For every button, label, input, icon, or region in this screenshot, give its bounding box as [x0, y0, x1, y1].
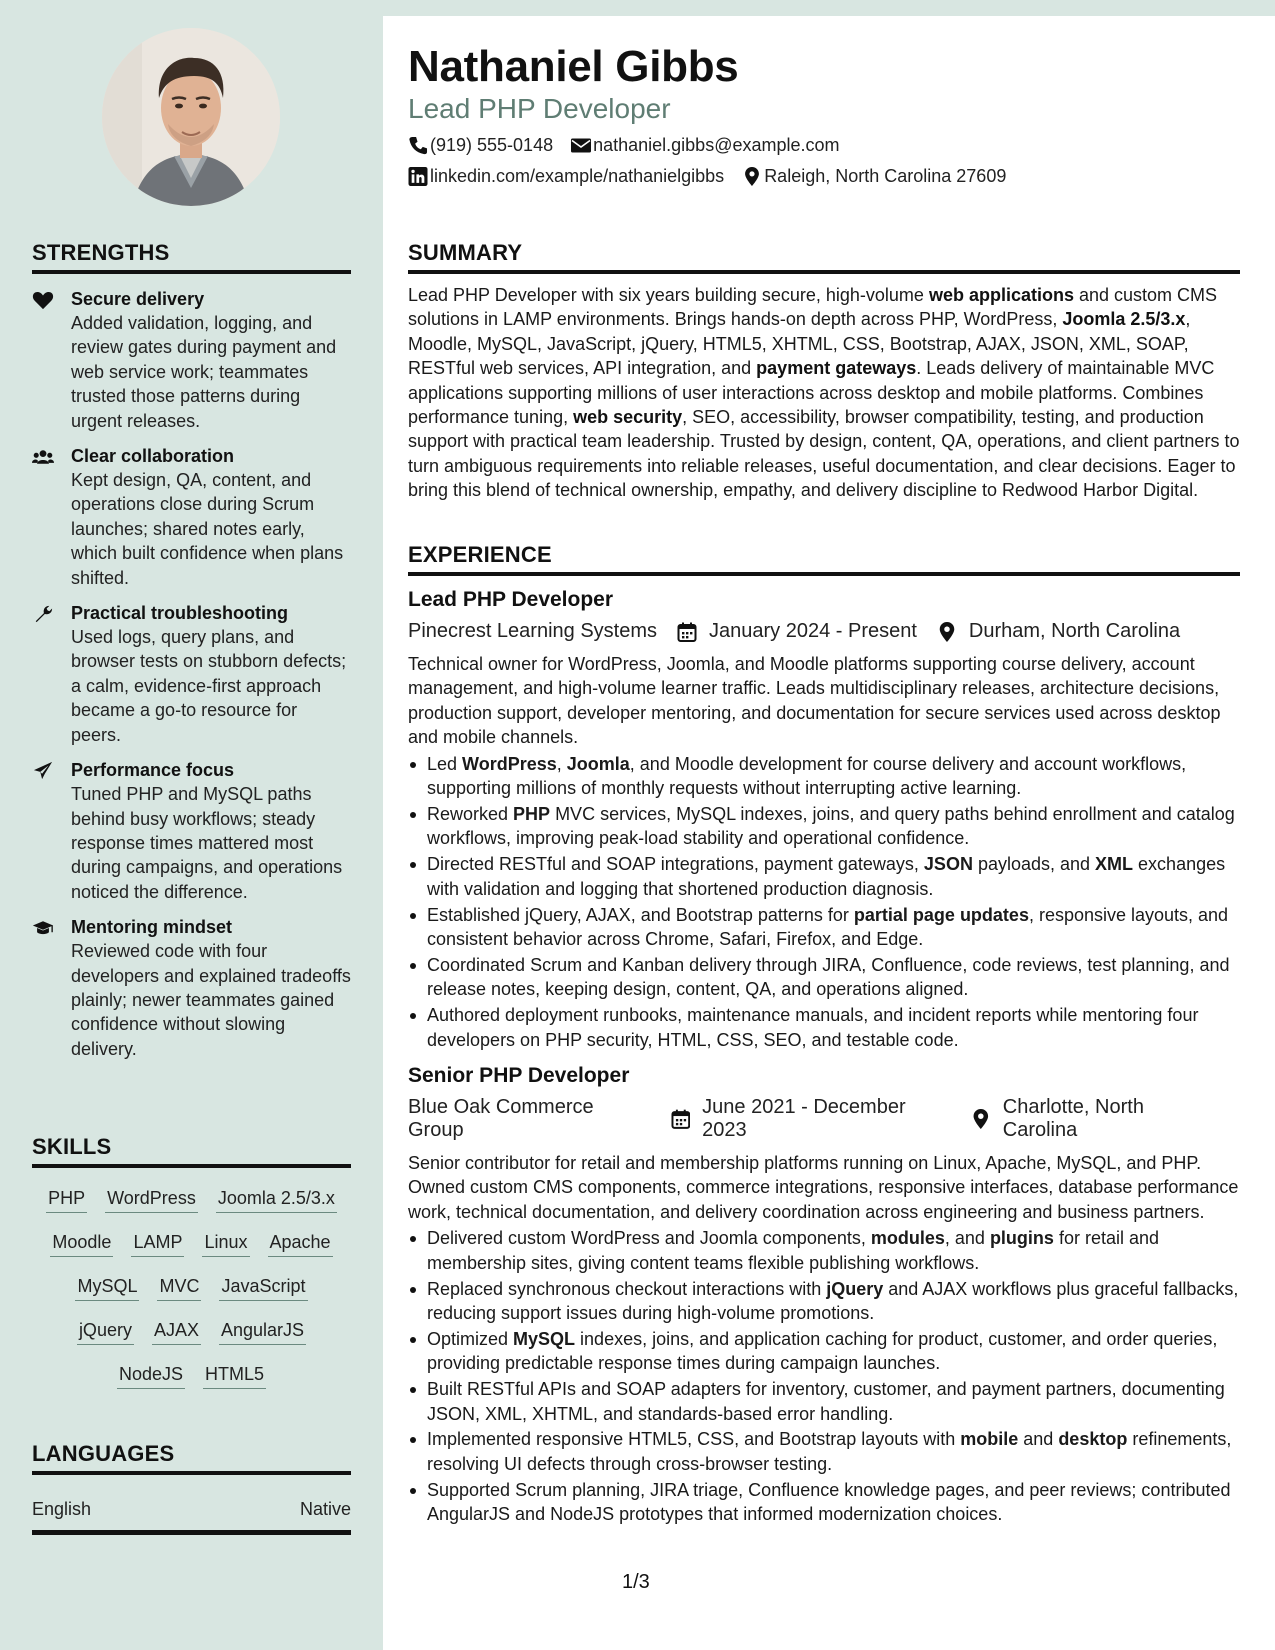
- job-location: [937, 620, 1180, 643]
- bold-keyword: plugins: [989, 1228, 1054, 1249]
- bold-keyword: XML: [1095, 854, 1134, 875]
- users-icon: [32, 447, 54, 467]
- strength-item: [32, 602, 351, 747]
- text-segment: Authored deployment runbooks, maintenance manuals, and incident reports while mentoring four developers on PHP security, HTML, CSS, SEO, and testable code.: [427, 1005, 1199, 1050]
- map-pin-icon: [742, 167, 762, 186]
- bold-keyword: partial page updates: [853, 904, 1029, 925]
- job-bullets: [408, 1226, 1240, 1526]
- job-title: Lead PHP Developer: [408, 588, 614, 611]
- text-segment: and custom CMS solutions in LAMP environments. Brings hands-on depth across PHP, WordPress,: [408, 285, 1218, 330]
- job-meta: [408, 620, 1240, 643]
- strengths-title: STRENGTHS: [32, 240, 351, 274]
- strengths-section: [32, 240, 351, 1061]
- job-dates: [671, 1096, 952, 1142]
- text-segment: Supported Scrum planning, JIRA triage, Confluence knowledge pages, and peer reviews; contributed AngularJS and NodeJS prototypes that informed modernization choices.: [427, 1479, 1231, 1525]
- strength-title: Secure delivery: [71, 289, 205, 309]
- bold-keyword: web security: [573, 407, 683, 428]
- skills-list: [32, 1178, 351, 1398]
- job-location-text: Durham, North Carolina: [968, 620, 1181, 642]
- skill-tag: Moodle: [50, 1230, 113, 1257]
- summary-title: SUMMARY: [408, 240, 1240, 274]
- job-entry: [408, 1064, 1240, 1527]
- summary-section: [408, 240, 1240, 503]
- strength-title: Clear collaboration: [71, 446, 235, 467]
- skill-tag: AngularJS: [219, 1318, 306, 1345]
- bullet-item: [408, 802, 1240, 851]
- profile-photo: [102, 28, 280, 206]
- job-location: [971, 1096, 1220, 1142]
- job-bullets: [408, 752, 1240, 1052]
- strength-item: [32, 445, 351, 590]
- bullet-item: [408, 1478, 1240, 1527]
- languages-title: LANGUAGES: [32, 1441, 351, 1475]
- bullet-item: [408, 1427, 1240, 1476]
- bold-keyword: WordPress: [462, 753, 557, 774]
- job-company: Blue Oak Commerce Group: [408, 1096, 594, 1141]
- text-segment: and AJAX workflows plus graceful fallbacks, reducing support issues during high-volume promotions.: [427, 1278, 1239, 1323]
- strength-item: [32, 759, 351, 904]
- language-row: [32, 1499, 351, 1535]
- skill-tag: AJAX: [152, 1318, 201, 1345]
- text-segment: refinements, resolving UI defects through cross-browser testing.: [427, 1429, 1232, 1474]
- email-item[interactable]: [571, 135, 839, 156]
- skills-title: SKILLS: [32, 1134, 351, 1168]
- location-item: [742, 166, 1006, 187]
- job-entry: [408, 588, 1240, 1052]
- strength-item: [32, 288, 351, 433]
- bold-keyword: desktop: [1058, 1429, 1128, 1450]
- bold-keyword: web applications: [928, 285, 1074, 305]
- paper-plane-icon: [32, 761, 54, 781]
- bullet-item: [408, 903, 1240, 952]
- text-segment: for retail and membership sites, giving content teams flexible publishing workflows.: [427, 1228, 1159, 1273]
- text-segment: , and Moodle development for course delivery and account workflows, supporting millions of monthly requests without interrupting active learning.: [427, 753, 1187, 799]
- bold-keyword: Joomla 2.5/3.x: [1062, 309, 1186, 330]
- text-segment: . Leads delivery of maintainable MVC applications supporting millions of user interactions across desktop and mobile platforms. Combines performance tuning,: [408, 358, 1215, 428]
- bold-keyword: mobile: [960, 1429, 1019, 1450]
- job-meta: [408, 1096, 1240, 1142]
- skill-tag: PHP: [46, 1186, 87, 1213]
- linkedin-text[interactable]: linkedin.com/example/nathanielgibbs: [430, 166, 725, 186]
- strength-title: Mentoring mindset: [71, 917, 232, 938]
- strength-desc: Used logs, query plans, and browser tests on stubborn defects; a calm, evidence-first approach became a go-to resource for peers.: [71, 627, 347, 745]
- bold-keyword: Joomla: [566, 753, 630, 774]
- language-name: English: [32, 1499, 92, 1519]
- bullet-item: [408, 1377, 1240, 1426]
- bullet-item: [408, 1327, 1240, 1376]
- text-segment: Optimized: [427, 1328, 514, 1349]
- bullet-item: [408, 953, 1240, 1002]
- text-segment: indexes, joins, and application caching for product, customer, and order queries, providing predictable response times during campaign launches.: [427, 1328, 1218, 1374]
- text-segment: exchanges with validation and logging that shortened production diagnosis.: [427, 854, 1226, 899]
- skill-tag: MySQL: [75, 1274, 139, 1301]
- job-location-text: Charlotte, North Carolina: [1002, 1096, 1144, 1141]
- calendar-icon: [671, 1109, 691, 1129]
- graduation-cap-icon: [32, 918, 54, 938]
- job-description: Technical owner for WordPress, Joomla, and Moodle platforms supporting course delivery, account management, and high-volume learner traffic. Leads multidisciplinary releases, architecture decisions, production support, developer mentoring, and documentation for secure services used across desktop and mobile channels.: [408, 654, 1221, 748]
- job-dates: [677, 620, 917, 643]
- contact-row-1: [408, 135, 858, 156]
- bold-keyword: jQuery: [826, 1278, 884, 1299]
- skill-tag: MVC: [157, 1274, 201, 1301]
- strength-title: Performance focus: [71, 760, 235, 781]
- candidate-name: Nathaniel Gibbs: [408, 42, 739, 91]
- calendar-icon: [677, 622, 697, 642]
- heart-icon: [32, 290, 54, 310]
- strength-desc: Kept design, QA, content, and operations close during Scrum launches; shared notes early, which built confidence when plans shifted.: [71, 470, 344, 588]
- skill-tag: Linux: [202, 1230, 249, 1257]
- bold-keyword: MySQL: [513, 1328, 576, 1349]
- page-number: 1/3: [622, 1571, 650, 1593]
- languages-section: [32, 1441, 351, 1535]
- text-segment: ,: [556, 753, 567, 774]
- skill-tag: jQuery: [77, 1318, 134, 1345]
- bullet-item: [408, 852, 1240, 901]
- experience-title: EXPERIENCE: [408, 542, 1240, 576]
- skill-tag: LAMP: [131, 1230, 184, 1257]
- skills-section: [32, 1134, 351, 1398]
- envelope-icon: [571, 136, 591, 155]
- job-description: Senior contributor for retail and membership platforms running on Linux, Apache, MySQL, and PHP. Owned custom CMS components, commerce integrations, responsive interfaces, database performance work, technical documentation, and delivery coordination across engineering and business partners.: [408, 1153, 1239, 1222]
- text-segment: Led: [427, 753, 463, 774]
- strength-desc: Tuned PHP and MySQL paths behind busy workflows; steady response times mattered most during campaigns, and operations noticed the difference.: [71, 784, 343, 902]
- strength-item: [32, 916, 351, 1061]
- job-dates-text: January 2024 - Present: [709, 620, 917, 642]
- text-segment: payloads, and: [972, 854, 1096, 875]
- text-segment: MVC services, MySQL indexes, joins, and query paths behind enrollment and catalog workflows, improving peak-load stability and operational confidence.: [427, 803, 1235, 849]
- phone-icon: [408, 136, 428, 155]
- text-segment: , responsive layouts, and consistent behavior across Chrome, Safari, Firefox, and Edge.: [427, 904, 1229, 949]
- summary-text: [408, 283, 1240, 503]
- text-segment: Replaced synchronous checkout interactions with: [427, 1278, 827, 1299]
- text-segment: Built RESTful APIs and SOAP adapters for inventory, customer, and payment partners, documenting JSON, XML, XHTML, and standards-based error handling.: [427, 1379, 1225, 1424]
- bold-keyword: payment gateways: [756, 358, 917, 379]
- text-segment: Delivered custom WordPress and Joomla components,: [427, 1228, 871, 1249]
- experience-section: [408, 542, 1240, 1527]
- skill-tag: JavaScript: [219, 1274, 307, 1301]
- bullet-item: [408, 1226, 1240, 1275]
- candidate-role: Lead PHP Developer: [408, 93, 671, 124]
- text-segment: Directed RESTful and SOAP integrations, payment gateways,: [427, 854, 924, 875]
- text-segment: Implemented responsive HTML5, CSS, and Bootstrap layouts with: [427, 1429, 961, 1450]
- skill-tag: HTML5: [203, 1362, 266, 1389]
- text-segment: Coordinated Scrum and Kanban delivery through JIRA, Confluence, code reviews, test planning, and release notes, keeping design, content, QA, and operations aligned.: [427, 954, 1230, 1000]
- strength-desc: Added validation, logging, and review gates during payment and web service work; teammates trusted those patterns during urgent releases.: [71, 313, 337, 431]
- skill-tag: Apache: [268, 1230, 333, 1257]
- skill-tag: NodeJS: [117, 1362, 185, 1389]
- phone-text: (919) 555-0148: [430, 135, 554, 155]
- linkedin-item[interactable]: [408, 166, 724, 187]
- bold-keyword: JSON: [923, 854, 973, 875]
- email-text[interactable]: nathaniel.gibbs@example.com: [593, 135, 840, 155]
- skill-tag: Joomla 2.5/3.x: [216, 1186, 337, 1213]
- job-company: Pinecrest Learning Systems: [408, 620, 658, 642]
- strength-title: Practical troubleshooting: [71, 603, 289, 624]
- text-segment: , and: [944, 1228, 990, 1249]
- contact-row-2: [408, 166, 1024, 187]
- bold-keyword: modules: [870, 1228, 945, 1249]
- text-segment: and: [1018, 1429, 1059, 1450]
- text-segment: , SEO, accessibility, browser compatibility, testing, and production support with practical team leadership. Trusted by design, content, QA, operations, and client partners to turn ambiguous requirements into reliable releases, useful documentation, and clear decisions. Eager to bring this blend of technical ownership, empathy, and delivery discipline to Redwood Harbor Digital.: [408, 407, 1240, 501]
- location-text: Raleigh, North Carolina 27609: [764, 166, 1007, 186]
- bullet-item: [408, 1277, 1240, 1326]
- map-pin-icon: [971, 1109, 991, 1129]
- bullet-item: [408, 752, 1240, 801]
- text-segment: , Moodle, MySQL, JavaScript, jQuery, HTML5, XHTML, CSS, Bootstrap, AJAX, JSON, XML, SOAP, RESTful web services, API integration, and: [408, 309, 1191, 379]
- language-level: Native: [299, 1499, 351, 1519]
- text-segment: Reworked: [427, 803, 514, 824]
- bullet-item: [408, 1003, 1240, 1052]
- phone-item: [408, 135, 553, 156]
- job-dates-text: June 2021 - December 2023: [702, 1096, 906, 1141]
- map-pin-icon: [937, 622, 957, 642]
- linkedin-icon: [408, 167, 428, 186]
- strength-desc: Reviewed code with four developers and explained tradeoffs plainly; newer teammates gained confidence without slowing delivery.: [71, 941, 351, 1059]
- bold-keyword: PHP: [513, 803, 551, 824]
- text-segment: Established jQuery, AJAX, and Bootstrap patterns for: [427, 904, 854, 925]
- wrench-icon: [32, 604, 54, 624]
- text-segment: Lead PHP Developer with six years building secure, high-volume: [408, 285, 929, 305]
- skill-tag: WordPress: [105, 1186, 198, 1213]
- job-title: Senior PHP Developer: [408, 1064, 630, 1087]
